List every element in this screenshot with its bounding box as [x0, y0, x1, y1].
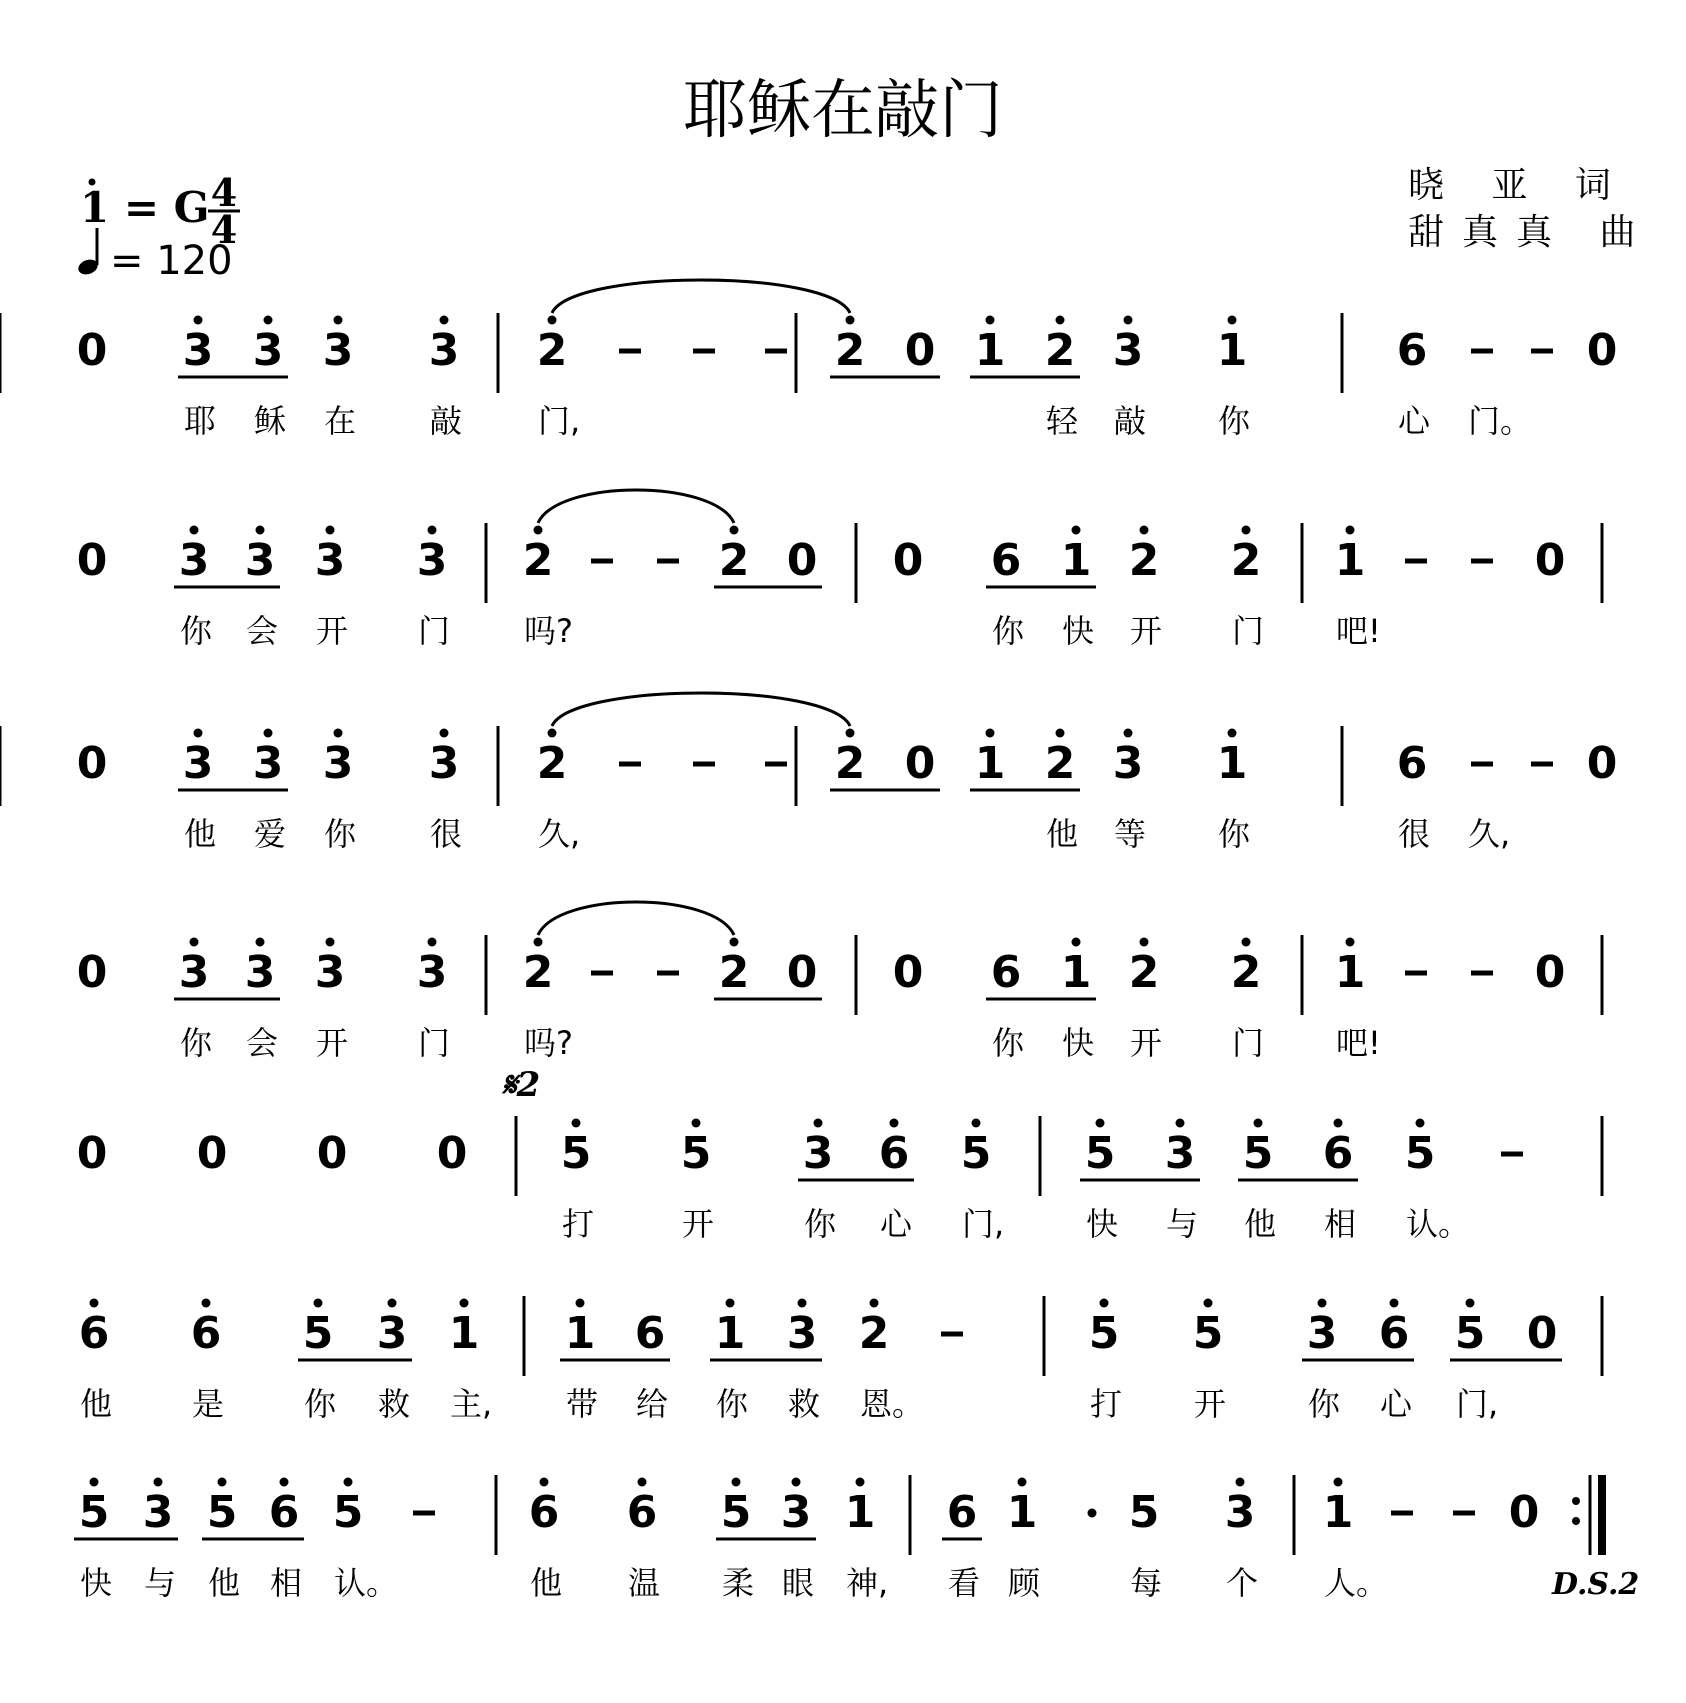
lyric-syllable: 他: [184, 815, 217, 853]
note: 0: [1586, 325, 1618, 376]
note: 2: [834, 738, 866, 789]
octave-dot: [798, 1299, 807, 1308]
lyric-syllable: 门: [1232, 612, 1265, 650]
tie-slur: [538, 902, 734, 935]
octave-dot: [314, 1299, 323, 1308]
note: 0: [892, 947, 924, 998]
note: 0: [196, 1128, 228, 1179]
note: 0: [1526, 1308, 1558, 1359]
lyric-syllable: 心: [1380, 1385, 1413, 1423]
note: 3: [786, 1308, 818, 1359]
lyric-syllable: 每: [1130, 1564, 1163, 1602]
octave-dot: [1056, 316, 1065, 325]
octave-dot: [986, 729, 995, 738]
lyric-syllable: 主,: [450, 1385, 493, 1423]
octave-dot: [1318, 1299, 1327, 1308]
note: 1: [974, 738, 1006, 789]
note: 3: [182, 325, 214, 376]
systems: [0, 280, 1617, 1602]
note: 5: [1404, 1128, 1436, 1179]
lyric-syllable: 久,: [1468, 815, 1511, 853]
note: 5: [560, 1128, 592, 1179]
ds-marking: D.S.2: [1552, 1567, 1640, 1602]
octave-dot: [264, 729, 273, 738]
lyric-syllable: 快: [1062, 1024, 1095, 1062]
octave-dot: [1236, 1478, 1245, 1487]
note: 1: [1060, 535, 1092, 586]
octave-dot: [576, 1299, 585, 1308]
octave-dot: [1254, 1119, 1263, 1128]
note: 3: [416, 947, 448, 998]
note: 0: [76, 738, 108, 789]
note: 5: [720, 1487, 752, 1538]
lyric-syllable: 他: [1046, 815, 1079, 853]
lyric-syllable: 认。: [1406, 1205, 1471, 1243]
lyric-syllable: 相: [1324, 1205, 1357, 1243]
lyric-syllable: 你: [1218, 815, 1251, 853]
note: 3: [244, 535, 276, 586]
octave-dot: [540, 1478, 549, 1487]
note: 2: [522, 535, 554, 586]
octave-dot: [428, 938, 437, 947]
lyric-syllable: 等: [1114, 815, 1147, 853]
note: 6: [878, 1128, 910, 1179]
octave-dot: [730, 526, 739, 535]
note: 6: [626, 1487, 658, 1538]
octave-dot: [726, 1299, 735, 1308]
octave-dot: [972, 1119, 981, 1128]
lyric-syllable: 开: [316, 612, 349, 650]
note: 2: [1128, 535, 1160, 586]
note: 6: [268, 1487, 300, 1538]
note: 1: [974, 325, 1006, 376]
lyric-syllable: 你: [716, 1385, 749, 1423]
note: 2: [522, 947, 554, 998]
lyric-syllable: 救: [378, 1385, 411, 1423]
octave-dot: [194, 729, 203, 738]
tie-slur: [552, 280, 850, 313]
tempo-label: = 120: [110, 238, 233, 284]
octave-dot: [326, 938, 335, 947]
lyric-syllable: 吧!: [1336, 612, 1381, 650]
octave-dot: [1390, 1299, 1399, 1308]
octave-dot: [264, 316, 273, 325]
octave-dot: [1242, 938, 1251, 947]
octave-dot: [730, 938, 739, 947]
lyric-syllable: 人。: [1324, 1564, 1389, 1602]
octave-dot: [190, 938, 199, 947]
octave-dot: [1140, 938, 1149, 947]
lyricist-credit: 晓 亚 词: [1408, 165, 1629, 206]
note: 5: [680, 1128, 712, 1179]
note: 6: [990, 535, 1022, 586]
note: 5: [960, 1128, 992, 1179]
octave-dot: [890, 1119, 899, 1128]
note: 2: [1044, 738, 1076, 789]
octave-dot: [344, 1478, 353, 1487]
octave-dot: [732, 1478, 741, 1487]
lyric-syllable: 很: [430, 815, 463, 853]
octave-dot: [428, 526, 437, 535]
key-label: 1 = G: [80, 183, 210, 232]
note: 6: [1322, 1128, 1354, 1179]
note: 5: [332, 1487, 364, 1538]
octave-dot: [1124, 729, 1133, 738]
note: 3: [252, 738, 284, 789]
octave-dot: [1334, 1478, 1343, 1487]
note: 0: [76, 1128, 108, 1179]
note: 5: [1192, 1308, 1224, 1359]
lyric-syllable: 开: [1130, 612, 1163, 650]
lyric-syllable: 眼: [782, 1564, 815, 1602]
note: 3: [1112, 738, 1144, 789]
octave-dot: [1056, 729, 1065, 738]
lyric-syllable: 柔: [722, 1564, 755, 1602]
note: 3: [178, 947, 210, 998]
lyric-syllable: 你: [180, 1024, 213, 1062]
lyric-syllable: 门: [418, 612, 451, 650]
note: 5: [1088, 1308, 1120, 1359]
note: 5: [1128, 1487, 1160, 1538]
octave-dot: [194, 316, 203, 325]
system-6: [79, 1296, 1602, 1423]
lyric-syllable: 耶: [184, 402, 217, 440]
lyric-syllable: 你: [992, 612, 1025, 650]
note: 6: [1378, 1308, 1410, 1359]
note: 2: [1044, 325, 1076, 376]
octave-dot: [846, 316, 855, 325]
lyric-syllable: 开: [1194, 1385, 1227, 1423]
octave-dot: [218, 1478, 227, 1487]
octave-dot: [1242, 526, 1251, 535]
note: 0: [1586, 738, 1618, 789]
system-1: [0, 280, 1617, 440]
lyric-syllable: 开: [682, 1205, 715, 1243]
octave-dot: [692, 1119, 701, 1128]
note: 1: [1006, 1487, 1038, 1538]
octave-dot: [256, 526, 265, 535]
note: 3: [428, 738, 460, 789]
lyric-syllable: 你: [180, 612, 213, 650]
lyric-syllable: 门。: [1468, 402, 1533, 440]
lyric-syllable: 打: [1090, 1385, 1123, 1423]
note: 3: [802, 1128, 834, 1179]
lyric-syllable: 会: [246, 1024, 279, 1062]
octave-dot: [792, 1478, 801, 1487]
lyric-syllable: 你: [324, 815, 357, 853]
lyric-syllable: 你: [992, 1024, 1025, 1062]
note: 3: [322, 325, 354, 376]
lyric-syllable: 门,: [1456, 1385, 1499, 1423]
lyric-syllable: 吧!: [1336, 1024, 1381, 1062]
tempo-marking: [76, 228, 232, 284]
octave-dot: [1018, 1478, 1027, 1487]
lyric-syllable: 个: [1226, 1564, 1259, 1602]
note: 1: [1216, 325, 1248, 376]
octave-dot: [440, 316, 449, 325]
lyric-syllable: 敲: [1114, 402, 1147, 440]
lyric-syllable: 你: [304, 1385, 337, 1423]
octave-dot: [1346, 526, 1355, 535]
note: 6: [190, 1308, 222, 1359]
octave-dot: [1096, 1119, 1105, 1128]
note: 1: [448, 1308, 480, 1359]
note: 0: [786, 535, 818, 586]
system-4: [77, 902, 1602, 1062]
note: 0: [1534, 947, 1566, 998]
lyric-syllable: 门: [418, 1024, 451, 1062]
note: 3: [1164, 1128, 1196, 1179]
note: 0: [786, 947, 818, 998]
note: 3: [252, 325, 284, 376]
note: 3: [244, 947, 276, 998]
note: 2: [1230, 535, 1262, 586]
note: 3: [142, 1487, 174, 1538]
note: 6: [990, 947, 1022, 998]
octave-dot: [814, 1119, 823, 1128]
note: 0: [76, 947, 108, 998]
lyric-syllable: 他: [208, 1564, 241, 1602]
lyric-syllable: 与: [1166, 1205, 1199, 1243]
note: 0: [76, 535, 108, 586]
lyric-syllable: 你: [1308, 1385, 1341, 1423]
segno-mark: 𝄋2: [502, 1065, 541, 1105]
note: 3: [1306, 1308, 1338, 1359]
octave-dot: [90, 1478, 99, 1487]
octave-dot: [1176, 1119, 1185, 1128]
lyric-syllable: 给: [636, 1385, 669, 1423]
tie-slur: [538, 490, 734, 523]
note: 2: [718, 947, 750, 998]
lyric-syllable: 顾: [1008, 1564, 1041, 1602]
lyric-syllable: 开: [316, 1024, 349, 1062]
system-3: [0, 693, 1617, 853]
augmentation-dot: [1088, 1509, 1097, 1518]
lyric-syllable: 他: [80, 1385, 113, 1423]
lyric-syllable: 相: [270, 1564, 303, 1602]
octave-dot: [334, 729, 343, 738]
octave-dot: [190, 526, 199, 535]
octave-dot: [90, 1299, 99, 1308]
octave-dot: [856, 1478, 865, 1487]
note: 5: [1242, 1128, 1274, 1179]
note: 6: [1396, 738, 1428, 789]
system-7: [74, 1475, 1602, 1602]
system-2: [77, 490, 1602, 650]
octave-dot: [334, 316, 343, 325]
octave-dot: [870, 1299, 879, 1308]
note: 0: [1508, 1487, 1540, 1538]
note: 5: [302, 1308, 334, 1359]
octave-dot: [548, 316, 557, 325]
octave-dot: [1204, 1299, 1213, 1308]
note: 5: [1454, 1308, 1486, 1359]
note: 3: [1224, 1487, 1256, 1538]
octave-dot: [1124, 316, 1133, 325]
song-title: 耶稣在敲门: [683, 74, 1003, 148]
lyric-syllable: 吗?: [524, 612, 573, 650]
note: 1: [1322, 1487, 1354, 1538]
lyric-syllable: 心: [880, 1205, 913, 1243]
note: 6: [528, 1487, 560, 1538]
octave-dot: [534, 526, 543, 535]
octave-dot: [986, 316, 995, 325]
note: 0: [904, 738, 936, 789]
note: 0: [892, 535, 924, 586]
octave-dot: [1346, 938, 1355, 947]
note: 2: [1230, 947, 1262, 998]
octave-dot: [1228, 729, 1237, 738]
note: 0: [436, 1128, 468, 1179]
lyric-syllable: 救: [788, 1385, 821, 1423]
note: 1: [1060, 947, 1092, 998]
note: 2: [536, 325, 568, 376]
lyric-syllable: 看: [948, 1564, 981, 1602]
octave-dot: [1466, 1299, 1475, 1308]
note: 3: [1112, 325, 1144, 376]
octave-dot: [1072, 526, 1081, 535]
lyric-syllable: 你: [804, 1205, 837, 1243]
lyric-syllable: 门,: [538, 402, 581, 440]
lyric-syllable: 是: [192, 1385, 225, 1423]
lyric-syllable: 带: [566, 1385, 599, 1423]
tie-slur: [552, 693, 850, 726]
note: 1: [1334, 947, 1366, 998]
note: 6: [1396, 325, 1428, 376]
lyric-syllable: 恩。: [860, 1385, 925, 1423]
lyric-syllable: 久,: [538, 815, 581, 853]
octave-dot: [638, 1478, 647, 1487]
repeat-dot: [1572, 1517, 1580, 1525]
note: 5: [206, 1487, 238, 1538]
note: 6: [634, 1308, 666, 1359]
octave-dot: [1100, 1299, 1109, 1308]
note: 0: [76, 325, 108, 376]
octave-dot: [1228, 316, 1237, 325]
lyric-syllable: 温: [628, 1564, 661, 1602]
composer-credit: 甜真真 曲: [1408, 212, 1654, 253]
note: 3: [314, 947, 346, 998]
octave-dot: [440, 729, 449, 738]
note: 3: [322, 738, 354, 789]
note: 3: [416, 535, 448, 586]
octave-dot: [256, 938, 265, 947]
octave-dot: [280, 1478, 289, 1487]
note: 2: [536, 738, 568, 789]
octave-dot: [326, 526, 335, 535]
lyric-syllable: 与: [144, 1564, 177, 1602]
lyric-syllable: 神,: [846, 1564, 889, 1602]
octave-dot: [846, 729, 855, 738]
lyric-syllable: 快: [1086, 1205, 1119, 1243]
lyric-syllable: 吗?: [524, 1024, 573, 1062]
lyric-syllable: 会: [246, 612, 279, 650]
octave-dot: [1416, 1119, 1425, 1128]
note: 1: [1334, 535, 1366, 586]
system-5: [77, 1065, 1602, 1243]
note: 2: [834, 325, 866, 376]
lyric-syllable: 在: [324, 402, 357, 440]
lyric-syllable: 开: [1130, 1024, 1163, 1062]
lyric-syllable: 稣: [254, 402, 287, 440]
key-signature: [80, 179, 210, 233]
note: 6: [78, 1308, 110, 1359]
lyric-syllable: 敲: [430, 402, 463, 440]
note: 2: [858, 1308, 890, 1359]
lyric-syllable: 他: [530, 1564, 563, 1602]
octave-dot: [388, 1299, 397, 1308]
note: 3: [182, 738, 214, 789]
octave-dot: [1072, 938, 1081, 947]
note: 3: [314, 535, 346, 586]
octave-dot: [460, 1299, 469, 1308]
note: 0: [904, 325, 936, 376]
note: 1: [844, 1487, 876, 1538]
lyric-syllable: 他: [1244, 1205, 1277, 1243]
octave-dot: [1334, 1119, 1343, 1128]
lyric-syllable: 打: [562, 1205, 595, 1243]
octave-dot: [534, 938, 543, 947]
lyric-syllable: 爱: [254, 815, 287, 853]
lyric-syllable: 轻: [1046, 402, 1079, 440]
note: 1: [714, 1308, 746, 1359]
note: 6: [946, 1487, 978, 1538]
repeat-dot: [1572, 1497, 1580, 1505]
time-denominator: 4: [210, 207, 238, 252]
octave-dot: [154, 1478, 163, 1487]
lyric-syllable: 你: [1218, 402, 1251, 440]
lyric-syllable: 门,: [962, 1205, 1005, 1243]
note: 5: [78, 1487, 110, 1538]
note: 3: [178, 535, 210, 586]
note: 3: [428, 325, 460, 376]
note: 0: [316, 1128, 348, 1179]
note: 2: [1128, 947, 1160, 998]
octave-dot: [1140, 526, 1149, 535]
time-numerator: 4: [210, 170, 238, 215]
lyric-syllable: 门: [1232, 1024, 1265, 1062]
note: 1: [564, 1308, 596, 1359]
lyric-syllable: 心: [1398, 402, 1431, 440]
octave-dot: [572, 1119, 581, 1128]
octave-dot: [202, 1299, 211, 1308]
note: 3: [780, 1487, 812, 1538]
lyric-syllable: 认。: [334, 1564, 399, 1602]
note: 5: [1084, 1128, 1116, 1179]
note: 2: [718, 535, 750, 586]
lyric-syllable: 很: [1398, 815, 1431, 853]
octave-dot: [548, 729, 557, 738]
lyric-syllable: 快: [1062, 612, 1095, 650]
note: 3: [376, 1308, 408, 1359]
note: 1: [1216, 738, 1248, 789]
lyric-syllable: 快: [80, 1564, 113, 1602]
note: 0: [1534, 535, 1566, 586]
